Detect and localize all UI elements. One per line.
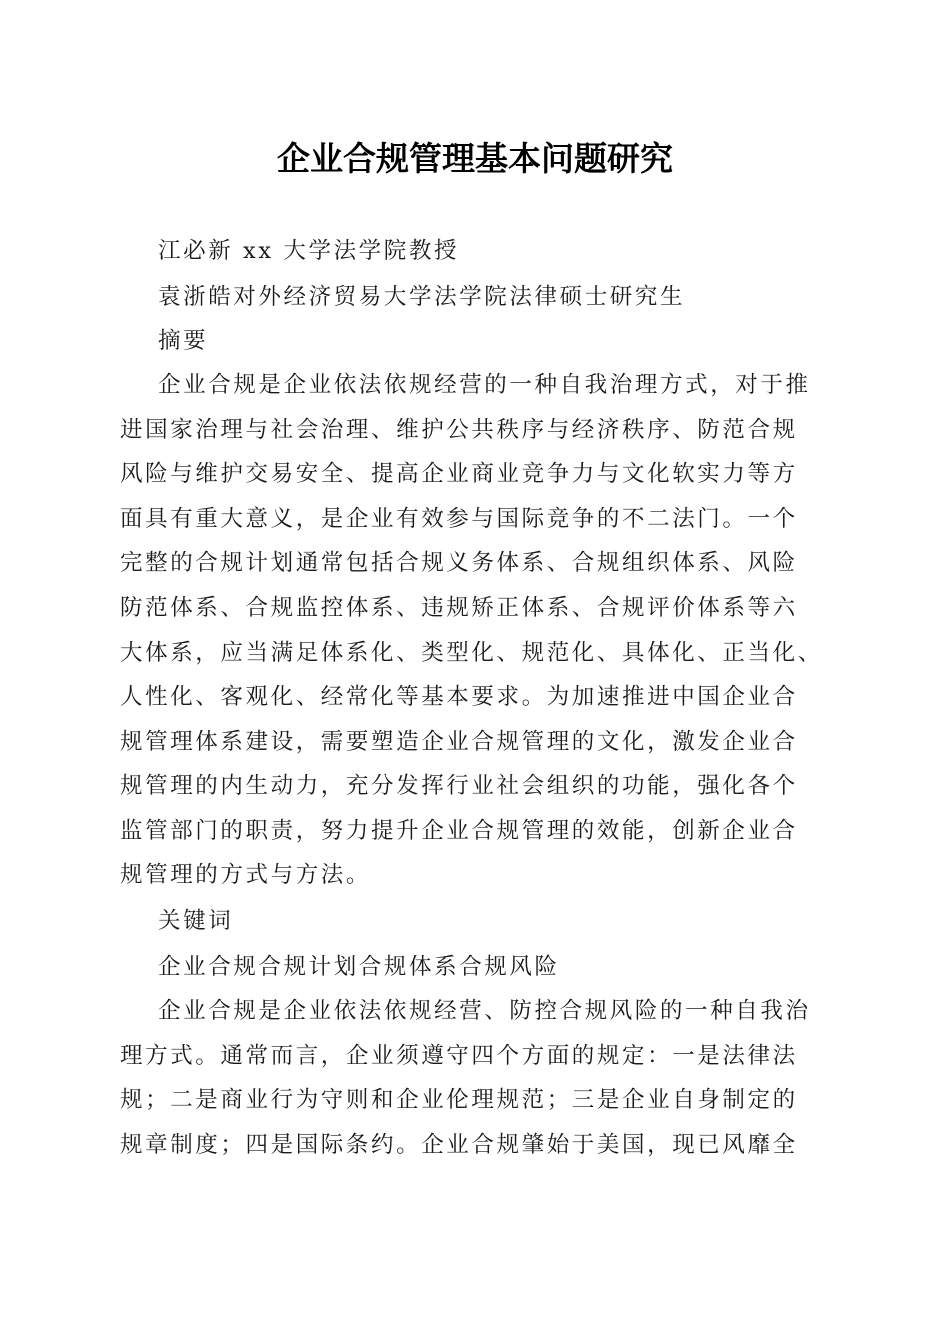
abstract-line: 防范体系、合规监控体系、违规矫正体系、合规评价体系等六 bbox=[120, 595, 798, 621]
abstract-line: 风险与维护交易安全、提高企业商业竞争力与文化软实力等方 bbox=[120, 461, 798, 487]
abstract-line: 大体系，应当满足体系化、类型化、规范化、具体化、正当化、 bbox=[120, 640, 823, 666]
body-line: 企业合规是企业依法依规经营、防控合规风险的一种自我治 bbox=[158, 998, 811, 1024]
author-line: 江必新 xx 大学法学院教授 bbox=[158, 238, 460, 264]
abstract-line: 面具有重大意义，是企业有效参与国际竞争的不二法门。一个 bbox=[120, 506, 798, 532]
abstract-line: 企业合规是企业依法依规经营的一种自我治理方式，对于推 bbox=[158, 372, 811, 398]
author-line: 袁浙皓对外经济贸易大学法学院法律硕士研究生 bbox=[158, 284, 686, 310]
abstract-line: 进国家治理与社会治理、维护公共秩序与经济秩序、防范合规 bbox=[120, 417, 798, 443]
body-line: 规章制度；四是国际条约。企业合规肇始于美国，现已风靡全 bbox=[120, 1132, 798, 1158]
document-title: 企业合规管理基本问题研究 bbox=[277, 139, 673, 178]
abstract-line: 监管部门的职责，努力提升企业合规管理的效能，创新企业合 bbox=[120, 818, 798, 844]
abstract-line: 完整的合规计划通常包括合规义务体系、合规组织体系、风险 bbox=[120, 550, 798, 576]
keywords-list: 企业合规合规计划合规体系合规风险 bbox=[158, 954, 560, 980]
abstract-line: 人性化、客观化、经常化等基本要求。为加速推进中国企业合 bbox=[120, 684, 798, 710]
body-line: 理方式。通常而言，企业须遵守四个方面的规定：一是法律法 bbox=[120, 1043, 798, 1069]
abstract-line: 规管理体系建设，需要塑造企业合规管理的文化，激发企业合 bbox=[120, 729, 798, 755]
abstract-line: 规管理的方式与方法。 bbox=[120, 862, 372, 888]
abstract-line: 规管理的内生动力，充分发挥行业社会组织的功能，强化各个 bbox=[120, 773, 798, 799]
body-line: 规；二是商业行为守则和企业伦理规范；三是企业自身制定的 bbox=[120, 1087, 798, 1113]
abstract-heading: 摘要 bbox=[158, 328, 209, 354]
keywords-heading: 关键词 bbox=[158, 908, 234, 934]
